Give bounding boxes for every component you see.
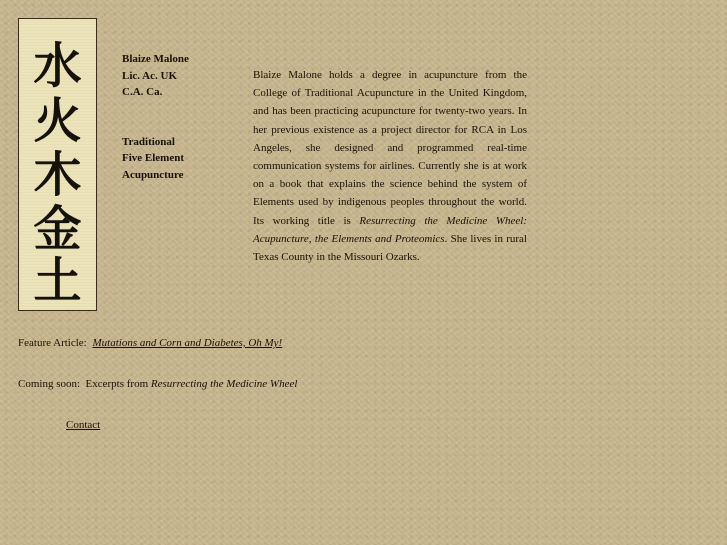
book-title: Resurrecting the Medicine Wheel: Acupuncture, the Elements and Proteomics (253, 214, 527, 245)
practitioner-info (122, 51, 242, 183)
feature-label: Feature Article: (18, 337, 87, 349)
character-wood: 木 (33, 147, 82, 203)
calligraphy-scroll-image (18, 18, 97, 311)
character-metal: 金 (33, 201, 82, 257)
character-fire: 火 (33, 93, 82, 149)
specialty-line-2: Five Element (122, 152, 185, 164)
coming-soon-title: Resurrecting the Medicine Wheel (150, 378, 298, 390)
character-earth: 土 (33, 253, 82, 309)
coming-soon-line (18, 378, 297, 390)
specialty-line-1: Traditional (122, 135, 175, 148)
coming-soon-label: Coming soon: Excerpts from (18, 378, 151, 390)
specialty-line-3: Acupuncture (122, 168, 184, 181)
practitioner-name: Blaize Malone (122, 53, 189, 65)
bio-text-part-2: . She lives in rural Texas County in the Missouri Ozarks. (253, 232, 527, 264)
feature-article-line (18, 337, 282, 349)
credential-line-1: Lic. Ac. UK (122, 69, 177, 82)
biography-paragraph (253, 66, 527, 266)
calligraphy-characters (33, 38, 81, 309)
credential-line-2: C.A. Ca. (122, 86, 163, 98)
character-water: 水 (33, 38, 82, 94)
spacer (122, 101, 242, 134)
bio-text-part-1: Blaize Malone holds a degree in acupuncture from the College of Traditional Acupuncture in the United Kingdom, and has been practicing acupuncture for twenty-two years. In her previous existence as a project director for RCA in Los Angeles, she designed and programmed real-time communication systems for airlines. Currently she is at work on a book that explains the science behind the system of Elements used by indigenous peoples throughout the world. Its working title is (253, 69, 527, 227)
calligraphy-scroll-icon (19, 19, 96, 310)
contact-link[interactable]: Contact (66, 419, 101, 431)
feature-article-link[interactable]: Mutations and Corn and Diabetes, Oh My! (92, 337, 283, 349)
